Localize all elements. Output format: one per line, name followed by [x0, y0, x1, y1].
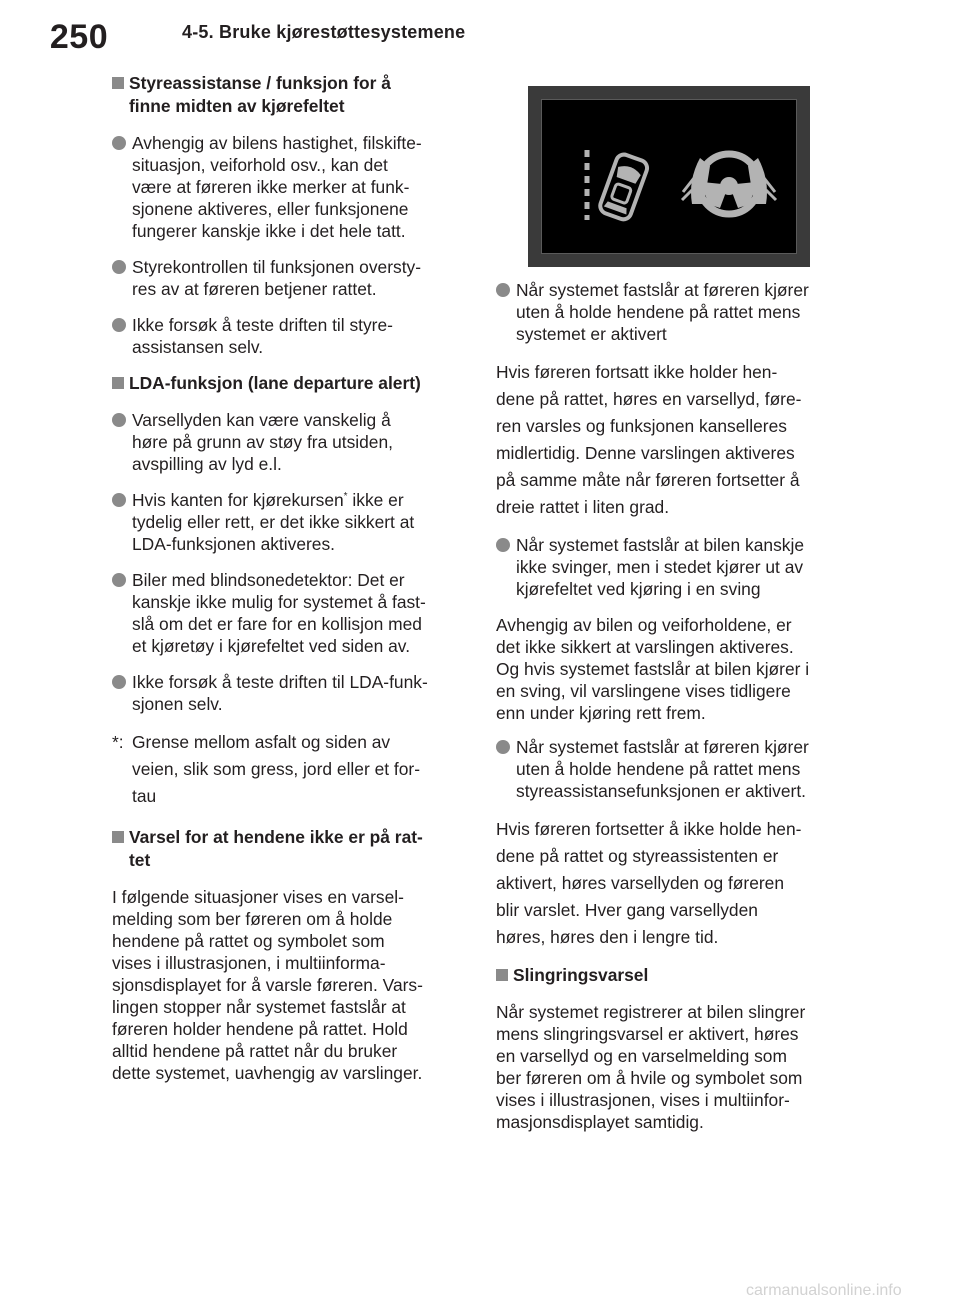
round-bullet-icon — [112, 413, 126, 427]
paragraph: Hvis føreren fortsatt ikke holder hen- dene på rattet, høres en varsellyd, føre- ren varsles og funksjonen kanselleres midlertidig. Denne varslingen aktiveres på samme måte når føreren fortsetter å dreie rattet i liten grad. — [496, 362, 802, 517]
heading-hands-off-warning: Varsel for at hendene ikke er på rat- tet — [112, 826, 466, 872]
paragraph: I følgende situasjoner vises en varsel- melding som ber føreren om å holde hendene på rattet og symbolet som vises i illustrasjonen, i multiinforma- sjonsdisplayet for å varsle føreren. Vars- lingen stopper når systemet fastslår at føreren holder hendene på rattet. Hold alltid hendene på rattet når du bruker dette systemet, uavhengig av varslinger. — [112, 887, 423, 1083]
bullet-item: Varsellyden kan være vanskelig å høre på grunn av støy fra utsiden, avspilling av lyd e.l. — [112, 409, 466, 475]
round-bullet-icon — [112, 573, 126, 587]
bullet-item: Når systemet fastslår at føreren kjører uten å holde hendene på rattet mens systemet er aktivert — [496, 279, 852, 345]
round-bullet-icon — [112, 136, 126, 150]
footnote-mark: *: — [112, 732, 124, 752]
paragraph: Hvis føreren fortsetter å ikke holde hen- dene på rattet og styreassistenten er aktivert, høres varsellyden og føreren blir varslet. Hver gang varsellyden høres, høres den i lengre tid. — [496, 819, 802, 947]
bullet-item: Ikke forsøk å teste driften til LDA-funk- sjonen selv. — [112, 671, 466, 715]
display-icons — [542, 100, 798, 255]
heading-sway-warning: Slingringsvarsel — [496, 964, 852, 987]
bullet-item: Avhengig av bilens hastighet, filskifte- situasjon, veiforhold osv., kan det være at føreren ikke merker at funk- sjonene aktiveres, eller funksjonene fungerer kanskje ikke i det hele tatt. — [112, 132, 466, 242]
section-title: 4-5. Bruke kjørestøttesystemene — [182, 22, 466, 42]
right-column — [496, 68, 852, 1145]
round-bullet-icon — [112, 318, 126, 332]
square-bullet-icon — [496, 969, 508, 981]
square-bullet-icon — [112, 77, 124, 89]
bullet-item: Styrekontrollen til funksjonen oversty- res av at føreren betjener rattet. — [112, 256, 466, 300]
round-bullet-icon — [112, 675, 126, 689]
left-column — [112, 68, 466, 1096]
square-bullet-icon — [112, 831, 124, 843]
paragraph: Avhengig av bilen og veiforholdene, er det ikke sikkert at varslingen aktiveres. Og hvis systemet fastslår at bilen kjører i en sving, vil varslingene vises tidligere enn under kjøring rett frem. — [496, 615, 810, 723]
footnote: *: Grense mellom asfalt og siden av veien, slik som gress, jord eller et for- tau — [112, 729, 466, 810]
bullet-item: Hvis kanten for kjørekursen* ikke er tydelig eller rett, er det ikke sikkert at LDA-funksjonen aktiveres. — [112, 489, 466, 555]
lane-departure-car-icon — [587, 150, 649, 222]
heading-lda: LDA-funksjon (lane departure alert) — [112, 372, 466, 395]
round-bullet-icon — [496, 538, 510, 552]
display-screen — [541, 99, 797, 254]
round-bullet-icon — [112, 493, 126, 507]
page-number: 250 — [49, 18, 109, 56]
round-bullet-icon — [496, 740, 510, 754]
bullet-item: Ikke forsøk å teste driften til styre- assistansen selv. — [112, 314, 466, 358]
page-header — [0, 0, 960, 72]
square-bullet-icon — [112, 377, 124, 389]
display-illustration — [528, 86, 810, 267]
bullet-item: Når systemet fastslår at bilen kanskje ikke svinger, men i stedet kjører ut av kjørefeltet ved kjøring i en sving — [496, 534, 852, 600]
hands-on-steering-wheel-icon — [682, 154, 776, 214]
round-bullet-icon — [112, 260, 126, 274]
bullet-item: Biler med blindsonedetektor: Det er kanskje ikke mulig for systemet å fast- slå om det er fare for en kollisjon med et kjøretøy i kjørefeltet ved siden av. — [112, 569, 466, 657]
heading-steering-assist: Styreassistanse / funksjon for å finne midten av kjørefeltet — [112, 72, 466, 118]
round-bullet-icon — [496, 283, 510, 297]
bullet-item: Når systemet fastslår at føreren kjører uten å holde hendene på rattet mens styreassistansefunksjonen er aktivert. — [496, 736, 852, 802]
footnote-marker: * — [343, 491, 348, 503]
paragraph: Når systemet registrerer at bilen slingrer mens slingringsvarsel er aktivert, høres en varsellyd og en varselmelding som ber føreren om å hvile og symbolet som vises i illustrasjonen, vises i multiinfor- masjonsdisplayet samtidig. — [496, 1002, 806, 1132]
watermark: carmanualsonline.info — [746, 1282, 902, 1299]
